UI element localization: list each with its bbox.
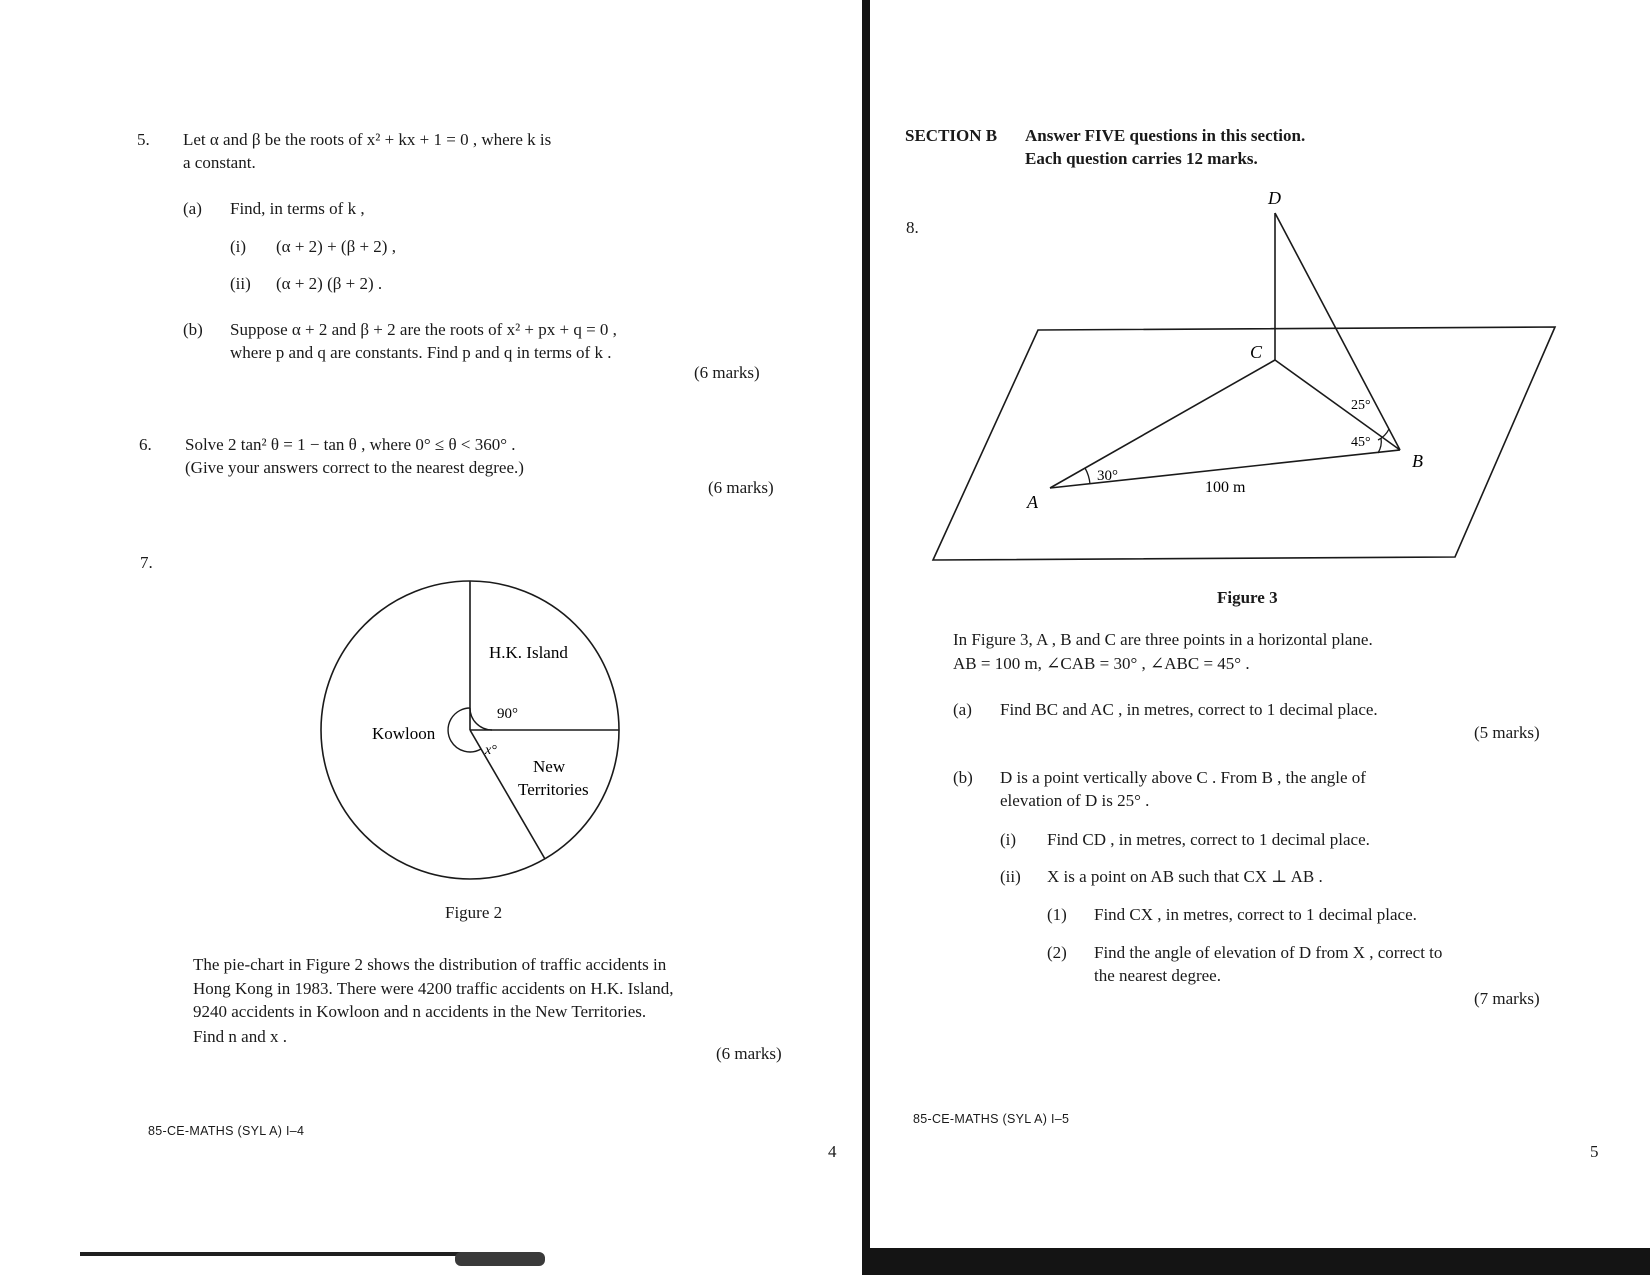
q8-b1-label: (1) xyxy=(1047,905,1067,924)
q6-number: 6. xyxy=(139,435,152,454)
line-bc xyxy=(1275,360,1400,450)
q8-bii-text: X is a point on AB such that CX ⊥ AB . xyxy=(1047,867,1323,886)
q5-line1: Let α and β be the roots of x² + kx + 1 = 0 , where k is xyxy=(183,130,552,149)
q7-number: 7. xyxy=(140,553,153,572)
q8-b2-label: (2) xyxy=(1047,943,1067,962)
q8-b-marks: (7 marks) xyxy=(1474,989,1540,1008)
figure-2-caption: Figure 2 xyxy=(445,903,503,922)
scan-bottom-edge xyxy=(870,1248,1650,1275)
point-c-label: C xyxy=(1250,342,1263,362)
left-footer-code: 85-CE-MATHS (SYL A) I–4 xyxy=(148,1124,305,1138)
right-footer-code: 85-CE-MATHS (SYL A) I–5 xyxy=(913,1112,1070,1126)
scan-bottom-edge-left xyxy=(80,1252,500,1256)
pie-angle-x-label: x° xyxy=(485,743,497,758)
figure-3-diagram xyxy=(920,180,1560,580)
angle-30-label: 30° xyxy=(1097,468,1118,484)
section-b-line1: Answer FIVE questions in this section. xyxy=(1025,126,1306,145)
q5-number: 5. xyxy=(137,130,150,149)
pie-label-territories: Territories xyxy=(518,780,589,799)
line-bd xyxy=(1275,213,1400,450)
q6-line2: (Give your answers correct to the nearest degree.) xyxy=(185,458,524,477)
q8-bi-text: Find CD , in metres, correct to 1 decimal place. xyxy=(1047,830,1370,849)
q7-para-line4: Find n and x . xyxy=(193,1027,287,1046)
q8-b-line1: D is a point vertically above C . From B , the angle of xyxy=(1000,768,1366,787)
scan-smudge xyxy=(455,1252,545,1266)
q5-i-label: (i) xyxy=(230,237,247,256)
q5-i-text: (α + 2) + (β + 2) , xyxy=(276,237,396,256)
page-gutter xyxy=(862,0,870,1275)
q8-a-label: (a) xyxy=(953,700,972,719)
q5-b-line1: Suppose α + 2 and β + 2 are the roots of x² + px + q = 0 , xyxy=(230,320,617,339)
q6-line1: Solve 2 tan² θ = 1 − tan θ , where 0° ≤ θ < 360° . xyxy=(185,435,516,454)
q5-a-text: Find, in terms of k , xyxy=(230,199,365,218)
q8-b-label: (b) xyxy=(953,768,973,787)
section-b-title: SECTION B xyxy=(905,126,998,145)
q8-bi-label: (i) xyxy=(1000,830,1017,849)
section-b-line2: Each question carries 12 marks. xyxy=(1025,149,1258,168)
q7-marks: (6 marks) xyxy=(716,1044,782,1063)
q5-a-label: (a) xyxy=(183,199,202,218)
q8-bii-label: (ii) xyxy=(1000,867,1021,886)
angle-45-label: 45° xyxy=(1351,435,1371,450)
pie-label-new: New xyxy=(533,757,566,776)
left-page-number: 4 xyxy=(828,1142,837,1161)
angle-arc-90 xyxy=(470,708,492,730)
point-d-label: D xyxy=(1268,188,1281,208)
point-b-label: B xyxy=(1412,451,1423,471)
q5-ii-text: (α + 2) (β + 2) . xyxy=(276,274,383,293)
figure-3-caption: Figure 3 xyxy=(1217,588,1278,607)
distance-ab-label: 100 m xyxy=(1205,479,1246,496)
q8-a-text: Find BC and AC , in metres, correct to 1 decimal place. xyxy=(1000,700,1378,719)
horizontal-plane xyxy=(933,327,1555,560)
right-page-number: 5 xyxy=(1590,1142,1599,1161)
q8-intro-line2: AB = 100 m, ∠CAB = 30° , ∠ABC = 45° . xyxy=(953,654,1250,673)
q8-b-line2: elevation of D is 25° . xyxy=(1000,791,1150,810)
q5-b-line2: where p and q are constants. Find p and q in terms of k . xyxy=(230,343,612,362)
q8-b1-text: Find CX , in metres, correct to 1 decimal place. xyxy=(1094,905,1417,924)
q8-a-marks: (5 marks) xyxy=(1474,723,1540,742)
q5-b-label: (b) xyxy=(183,320,203,339)
q5-line2: a constant. xyxy=(183,153,256,172)
q5-ii-label: (ii) xyxy=(230,274,251,293)
q7-para-line1: The pie-chart in Figure 2 shows the distribution of traffic accidents in xyxy=(193,955,667,974)
q8-intro-line1: In Figure 3, A , B and C are three points in a horizontal plane. xyxy=(953,630,1373,649)
point-a-label: A xyxy=(1027,492,1038,512)
pie-label-kowloon: Kowloon xyxy=(372,724,436,743)
pie-angle-90-label: 90° xyxy=(497,706,518,722)
angle-25-label: 25° xyxy=(1351,398,1371,413)
pie-chart-figure-2 xyxy=(320,575,640,885)
q6-marks: (6 marks) xyxy=(708,478,774,497)
q8-number: 8. xyxy=(906,218,919,237)
q8-b2-line2: the nearest degree. xyxy=(1094,966,1221,985)
angle-arc-a xyxy=(1085,468,1090,484)
q5-marks: (6 marks) xyxy=(694,363,760,382)
pie-label-hk-island: H.K. Island xyxy=(489,643,568,662)
q8-b2-line1: Find the angle of elevation of D from X , correct to xyxy=(1094,943,1443,962)
q7-para-line2: Hong Kong in 1983. There were 4200 traffic accidents on H.K. Island, xyxy=(193,979,674,998)
q7-para-line3: 9240 accidents in Kowloon and n accidents in the New Territories. xyxy=(193,1002,647,1021)
line-ac xyxy=(1050,360,1275,488)
